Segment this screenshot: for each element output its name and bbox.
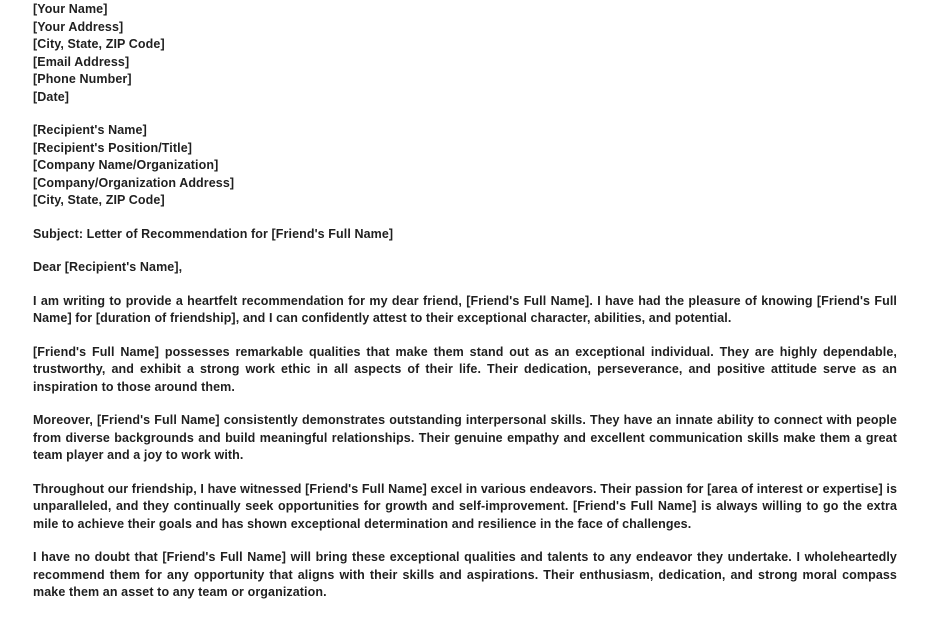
sender-phone-line: [Phone Number] <box>33 72 132 86</box>
sender-address-line: [Your Address] <box>33 19 124 34</box>
body-paragraph-qualities: [Friend's Full Name] possesses remarkable qualities that make them stand out as an exceptional individual. They are highly dependable, trustworthy, and exhibit a strong work ethic in all aspects of their life. Their dedication, perseverance, and positive attitude serve as an inspiration to those around them. <box>33 344 897 394</box>
recipient-city-line: [City, State, ZIP Code] <box>33 193 165 207</box>
recipient-name-line: [Recipient's Name] <box>33 123 147 137</box>
subject-line: Subject: Letter of Recommendation for [Friend's Full Name] <box>33 226 394 241</box>
body-paragraph-endeavors: Throughout our friendship, I have witnessed [Friend's Full Name] excel in various endeavors. Their passion for [area of interest or expertise] is unparalleled, and they continually seek opportunities for growth and self-improvement. [Friend's Full Name] is always willing to go the extra mile to achieve their goals and has shown exceptional determination and resilience in the face of challenges. <box>33 481 897 531</box>
recipient-address-line: [Company/Organization Address] <box>33 175 235 190</box>
sender-email-line: [Email Address] <box>33 54 130 69</box>
sender-name-line: [Your Name] <box>33 2 108 16</box>
sender-city-line: [City, State, ZIP Code] <box>33 37 165 51</box>
letter-date-line: [Date] <box>33 89 70 104</box>
body-paragraph-interpersonal: Moreover, [Friend's Full Name] consistently demonstrates outstanding interpersonal skills. They have an innate ability to connect with people from diverse backgrounds and build meaningful relationships. Their genuine empathy and excellent communication skills make them a great team player and a joy to work with. <box>33 413 897 462</box>
recipient-company-line: [Company Name/Organization] <box>33 158 219 172</box>
salutation-line: Dear [Recipient's Name], <box>33 260 183 274</box>
body-paragraph-closing: I have no doubt that [Friend's Full Name] will bring these exceptional qualities and talents to any endeavor they undertake. I wholeheartedly recommend them for any opportunity that aligns with their skills and aspirations. Their enthusiasm, dedication, and strong moral compass make them an asset to any team or organization. <box>33 550 897 599</box>
recipient-address-block <box>33 122 897 210</box>
body-paragraph-intro: I am writing to provide a heartfelt recommendation for my dear friend, [Friend's Full Name]. I have had the pleasure of knowing [Friend's Full Name] for [duration of friendship], and I can confidently attest to their exceptional character, abilities, and potential. <box>33 293 897 325</box>
recipient-position-line: [Recipient's Position/Title] <box>33 140 193 155</box>
sender-address-block <box>33 1 897 106</box>
